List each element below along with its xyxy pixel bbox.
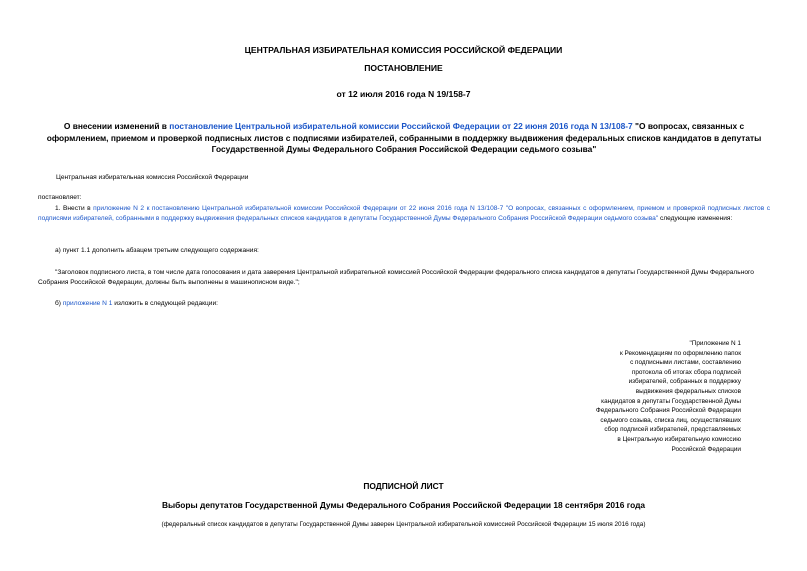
quote-paragraph <box>38 268 770 287</box>
item-1-suffix: следующие изменения: <box>658 214 733 222</box>
heading-prefix: О внесении изменений в <box>63 121 170 131</box>
appendix-line: сбор подписей избирателей, представляемых <box>604 426 741 434</box>
item-b-suffix: изложить в следующей редакции: <box>112 300 218 307</box>
heading-link[interactable]: постановление Центральной избирательной комиссии Российской Федерации от 22 июня 2016 года N 13/108-7 <box>169 121 633 131</box>
organization-name: ЦЕНТРАЛЬНАЯ ИЗБИРАТЕЛЬНАЯ КОМИССИЯ РОССИЙСКОЙ ФЕДЕРАЦИИ <box>244 45 563 55</box>
intro-text: Центральная избирательная комиссия Российской Федерации <box>56 174 249 181</box>
heading-suffix: "О вопросах, связанных с оформлением, приемом и проверкой подписных листов с подписями избирателей, собранными в поддержку выдвижения федеральных списков кандидатов в депутаты Государственной Думы Федерального Собрания Российской Федерации седьмого созыва" <box>46 121 762 154</box>
appendix-line: к Рекомендациям по оформлению папок <box>619 349 741 357</box>
item-b-prefix: б) <box>55 300 63 307</box>
appendix-line: "Приложение N 1 <box>689 340 741 347</box>
appendix-line: Российской Федерации <box>671 445 741 453</box>
item-b-paragraph <box>55 299 787 309</box>
sheet-election: Выборы депутатов Государственной Думы Федерального Собрания Российской Федерации 18 сентября 2016 года <box>161 500 646 510</box>
appendix-line: в Центральную избирательную комиссию <box>617 435 741 443</box>
resolves-text: постановляет: <box>38 194 82 201</box>
appendix-line: кандидатов в депутаты Государственной Думы <box>601 397 741 405</box>
appendix-line: избирателей, собранных в поддержку <box>628 378 741 386</box>
appendix-caption <box>541 339 741 454</box>
item-1-paragraph <box>38 204 770 223</box>
appendix-line: Федерального Собрания Российской Федерации <box>595 407 741 415</box>
appendix-line: седьмого созыва, списка лиц, осуществлявших <box>600 416 741 424</box>
appendix-line: выдвижения федеральных списков <box>635 387 741 395</box>
appendix-line: протокола об итогах сбора подписей <box>631 368 741 376</box>
item-1-prefix: 1. Внести в <box>55 205 94 212</box>
document-heading <box>36 121 772 156</box>
document-date-number: от 12 июля 2016 года N 19/158-7 <box>336 89 471 99</box>
sheet-note: (федеральный список кандидатов в депутаты Государственной Думы заверен Центральной избирательной комиссией Российской Федерации 15 июля 2016 года) <box>161 521 646 528</box>
document-type: ПОСТАНОВЛЕНИЕ <box>364 63 443 73</box>
sheet-title: ПОДПИСНОЙ ЛИСТ <box>363 481 444 491</box>
item-1-link[interactable]: приложение N 2 к постановлению Центральной избирательной комиссии Российской Федерации от 22 июня 2016 года N 13/108-7 "О вопросах, связанных с оформлением, приемом и проверкой подписных листов с подписями избирателей, собранными в поддержку выдвижения федеральных списков кандидатов в депутаты Государственной Думы Федерального Собрания Российской Федерации седьмого созыва" <box>38 205 770 222</box>
item-a-text: а) пункт 1.1 дополнить абзацем третьим следующего содержания: <box>55 247 259 254</box>
item-b-link[interactable]: приложение N 1 <box>62 300 113 307</box>
appendix-line: с подписными листами, составлению <box>630 359 741 367</box>
quote-text: "Заголовок подписного листа, в том числе дата голосования и дата заверения Центральной избирательной комиссией Российской Федерации федерального списка кандидатов в депутаты Государственной Думы Федерального Собрания Российской Федерации, должны быть выполнены в машинописном виде."; <box>38 269 754 286</box>
